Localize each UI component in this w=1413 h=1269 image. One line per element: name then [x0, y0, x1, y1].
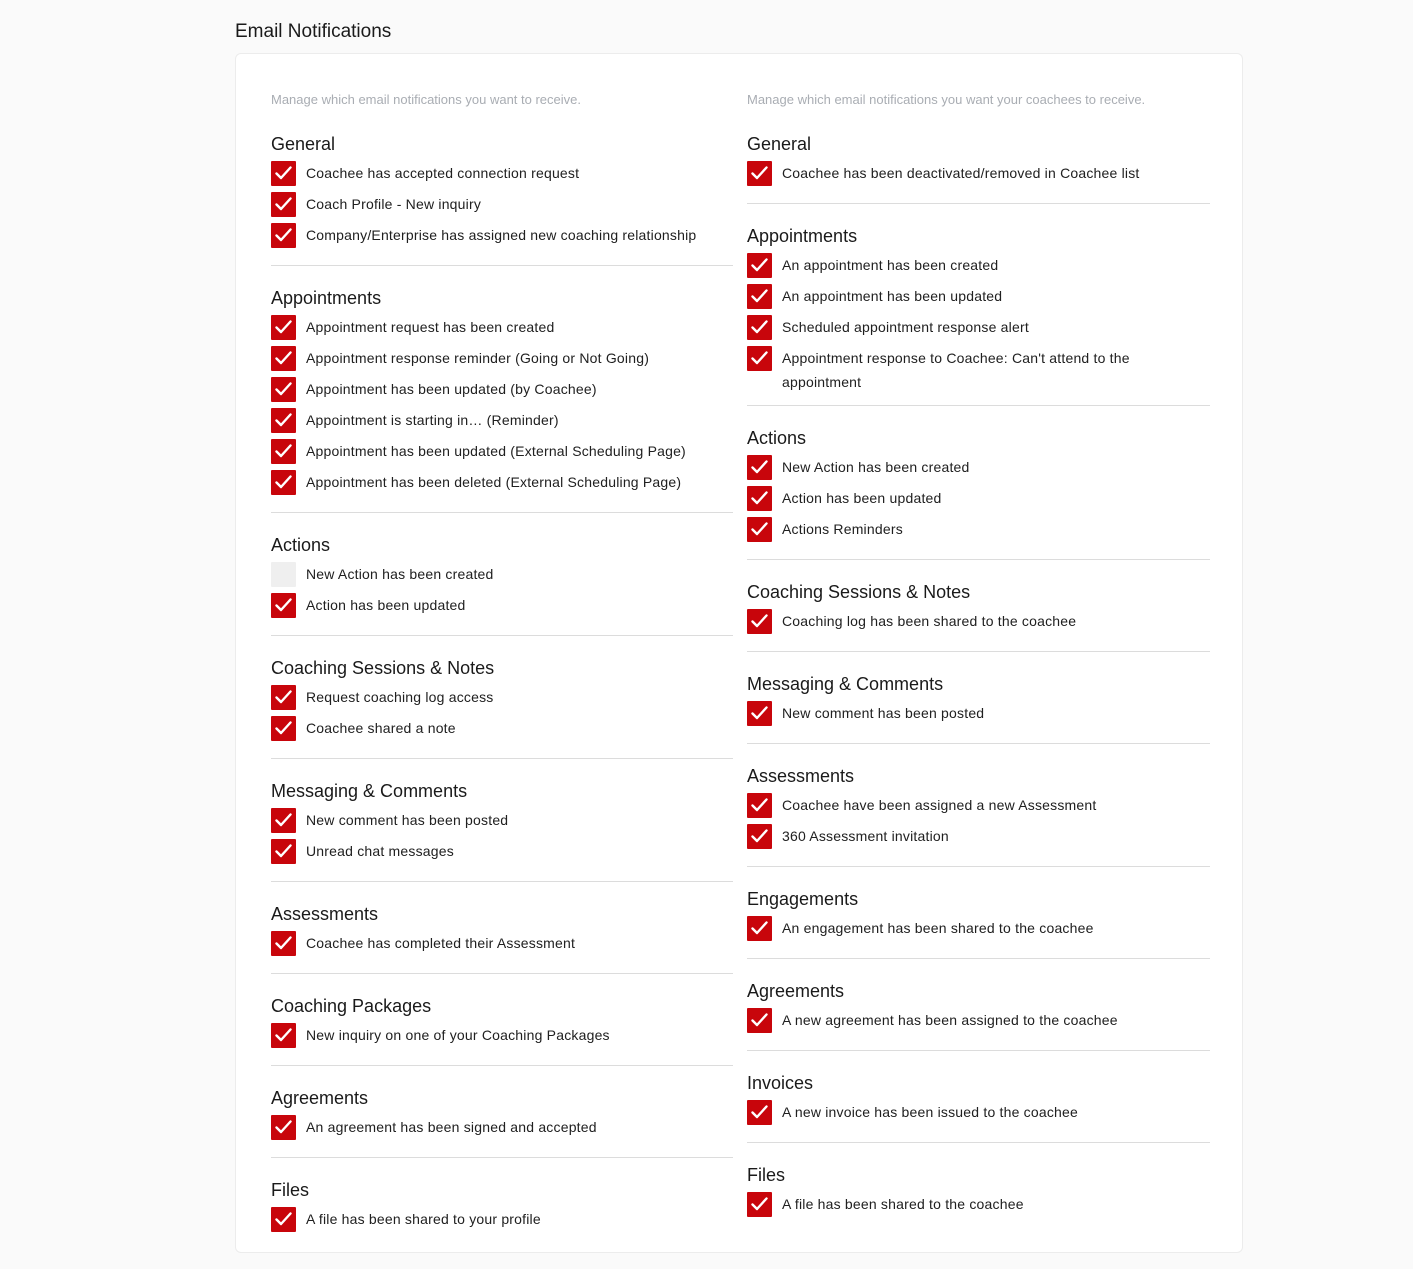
notification-option[interactable] [271, 223, 733, 254]
page-title: Email Notifications [235, 21, 392, 42]
checkbox-checked[interactable] [271, 931, 296, 956]
notification-option[interactable] [271, 315, 733, 346]
notification-label: New comment has been posted [782, 705, 985, 721]
notification-option[interactable] [747, 916, 1210, 947]
section-title: General [271, 134, 336, 154]
checkbox-checked[interactable] [747, 253, 772, 278]
notification-label: Appointment has been updated (External Scheduling Page) [306, 443, 686, 459]
checkmark-icon [275, 228, 292, 242]
notification-option[interactable] [747, 824, 1210, 855]
checkmark-icon [275, 351, 292, 365]
notification-option[interactable] [271, 408, 733, 439]
notification-option[interactable] [747, 609, 1210, 640]
notification-label: Appointment request has been created [306, 319, 555, 335]
notification-label: New comment has been posted [306, 812, 509, 828]
section-title: Agreements [271, 1088, 369, 1108]
checkmark-icon [751, 491, 768, 505]
coachee-notification-sections [747, 132, 1210, 1254]
checkbox-unchecked[interactable] [271, 562, 296, 587]
notification-label: Scheduled appointment response alert [782, 319, 1029, 335]
notification-label: Coach Profile - New inquiry [306, 196, 482, 212]
checkbox-checked[interactable] [747, 916, 772, 941]
notification-label: Action has been updated [782, 490, 942, 506]
section-appointments [271, 286, 733, 513]
section-title: Files [271, 1180, 310, 1200]
notification-label: New inquiry on one of your Coaching Packages [306, 1027, 610, 1043]
notification-label: Coachee has accepted connection request [306, 165, 580, 181]
checkbox-checked[interactable] [747, 284, 772, 309]
section-title: Actions [747, 428, 807, 448]
section-messaging-and-comments [271, 779, 733, 882]
checkbox-checked[interactable] [271, 685, 296, 710]
checkmark-icon [751, 351, 768, 365]
notification-option[interactable] [747, 1008, 1210, 1039]
checkbox-checked[interactable] [747, 517, 772, 542]
section-invoices [747, 1071, 1210, 1143]
notification-label: A new invoice has been issued to the coachee [782, 1104, 1078, 1120]
checkbox-checked[interactable] [271, 839, 296, 864]
checkmark-icon [751, 706, 768, 720]
checkbox-checked[interactable] [747, 455, 772, 480]
notification-label: An appointment has been updated [782, 288, 1003, 304]
section-general [271, 132, 733, 266]
checkmark-icon [275, 197, 292, 211]
notification-label: New Action has been created [306, 566, 494, 582]
notification-option[interactable] [747, 701, 1210, 732]
notification-option[interactable] [747, 517, 1210, 548]
section-title: Assessments [747, 766, 855, 786]
section-title: Agreements [747, 981, 845, 1001]
notification-option[interactable] [747, 161, 1210, 192]
notification-option[interactable] [271, 685, 733, 716]
notification-label: 360 Assessment invitation [782, 828, 949, 844]
notification-option[interactable] [747, 1100, 1210, 1131]
section-title: Files [747, 1165, 786, 1185]
checkmark-icon [751, 614, 768, 628]
notification-label: Coachee has been deactivated/removed in Coachee list [782, 165, 1140, 181]
checkbox-checked[interactable] [747, 346, 772, 371]
notification-option[interactable] [747, 793, 1210, 824]
notification-label: Coachee shared a note [306, 720, 456, 736]
checkmark-icon [275, 690, 292, 704]
notification-option[interactable] [271, 1207, 733, 1238]
notification-option[interactable] [271, 192, 733, 223]
section-messaging-and-comments [747, 672, 1210, 744]
section-files [747, 1163, 1210, 1234]
notification-option[interactable] [747, 1192, 1210, 1223]
checkbox-checked[interactable] [747, 161, 772, 186]
checkbox-checked[interactable] [271, 315, 296, 340]
checkbox-checked[interactable] [271, 470, 296, 495]
section-general [747, 132, 1210, 204]
notification-label: Appointment has been updated (by Coachee) [306, 381, 597, 397]
checkmark-icon [275, 1212, 292, 1226]
section-coaching-sessions-and-notes [747, 580, 1210, 652]
notification-label: An engagement has been shared to the coachee [782, 920, 1094, 936]
checkmark-icon [751, 258, 768, 272]
checkmark-icon [751, 1105, 768, 1119]
section-actions [747, 426, 1210, 560]
section-assessments [271, 902, 733, 974]
notification-label: Request coaching log access [306, 689, 494, 705]
checkbox-checked[interactable] [271, 1023, 296, 1048]
checkbox-checked[interactable] [271, 377, 296, 402]
checkbox-checked[interactable] [747, 701, 772, 726]
checkmark-icon [275, 844, 292, 858]
coach-notifications-description: Manage which email notifications you want to receive. [271, 92, 581, 107]
section-title: Messaging & Comments [747, 674, 944, 694]
checkmark-icon [751, 798, 768, 812]
section-coaching-packages [271, 994, 733, 1066]
checkmark-icon [751, 522, 768, 536]
coach-notification-sections [271, 132, 733, 1269]
checkmark-icon [275, 813, 292, 827]
notification-option[interactable] [747, 455, 1210, 486]
checkbox-checked[interactable] [271, 192, 296, 217]
notification-option[interactable] [271, 377, 733, 408]
notification-option[interactable] [271, 439, 733, 470]
notification-option[interactable] [271, 931, 733, 962]
checkmark-icon [275, 598, 292, 612]
checkmark-icon [751, 1013, 768, 1027]
section-title: Appointments [747, 226, 858, 246]
notification-option[interactable] [747, 346, 1210, 394]
checkbox-checked[interactable] [747, 609, 772, 634]
section-engagements [747, 887, 1210, 959]
section-title: Coaching Sessions & Notes [747, 582, 971, 602]
notification-label: A new agreement has been assigned to the coachee [782, 1012, 1118, 1028]
checkmark-icon [275, 721, 292, 735]
section-title: Appointments [271, 288, 382, 308]
notification-option[interactable] [271, 1115, 733, 1146]
notification-option[interactable] [271, 1023, 733, 1054]
checkmark-icon [275, 1120, 292, 1134]
section-title: Actions [271, 535, 331, 555]
notifications-card [235, 53, 1243, 1253]
checkbox-checked[interactable] [747, 1100, 772, 1125]
notification-option[interactable] [271, 716, 733, 747]
notification-option[interactable] [747, 253, 1210, 284]
notification-label: Appointment has been deleted (External Scheduling Page) [306, 474, 682, 490]
section-title: Assessments [271, 904, 379, 924]
checkbox-checked[interactable] [747, 315, 772, 340]
section-files [271, 1178, 733, 1249]
section-actions [271, 533, 733, 636]
checkmark-icon [751, 1197, 768, 1211]
section-title: Invoices [747, 1073, 814, 1093]
checkbox-checked[interactable] [271, 808, 296, 833]
section-assessments [747, 764, 1210, 867]
section-title: Coaching Packages [271, 996, 432, 1016]
notification-label: Action has been updated [306, 597, 466, 613]
checkmark-icon [275, 1028, 292, 1042]
coachee-notifications-description: Manage which email notifications you want your coachees to receive. [747, 92, 1146, 107]
checkbox-checked[interactable] [747, 486, 772, 511]
checkmark-icon [751, 289, 768, 303]
notification-option[interactable] [747, 486, 1210, 517]
notification-label: An agreement has been signed and accepted [306, 1119, 597, 1135]
checkbox-checked[interactable] [271, 346, 296, 371]
notification-option[interactable] [747, 284, 1210, 315]
notification-option[interactable] [747, 315, 1210, 346]
checkbox-checked[interactable] [747, 793, 772, 818]
checkmark-icon [751, 829, 768, 843]
checkmark-icon [275, 166, 292, 180]
notification-option[interactable] [271, 161, 733, 192]
checkbox-checked[interactable] [271, 1207, 296, 1232]
section-agreements [271, 1086, 733, 1158]
checkmark-icon [275, 413, 292, 427]
checkbox-checked[interactable] [747, 1008, 772, 1033]
checkmark-icon [751, 320, 768, 334]
checkbox-checked[interactable] [271, 223, 296, 248]
section-title: Messaging & Comments [271, 781, 468, 801]
notification-option[interactable] [271, 470, 733, 501]
checkbox-checked[interactable] [747, 824, 772, 849]
section-agreements [747, 979, 1210, 1051]
notification-label: Actions Reminders [782, 521, 903, 537]
checkmark-icon [275, 475, 292, 489]
notification-option[interactable] [271, 808, 733, 839]
notification-option[interactable] [271, 562, 733, 593]
section-title: Engagements [747, 889, 859, 909]
notification-label: Unread chat messages [306, 843, 454, 859]
notification-label: A file has been shared to your profile [306, 1211, 541, 1227]
checkmark-icon [275, 936, 292, 950]
notification-label: Appointment response reminder (Going or Not Going) [306, 350, 650, 366]
checkbox-checked[interactable] [271, 439, 296, 464]
checkbox-checked[interactable] [747, 1192, 772, 1217]
notification-label: Appointment is starting in… (Reminder) [306, 412, 559, 428]
checkbox-checked[interactable] [271, 1115, 296, 1140]
section-appointments [747, 224, 1210, 406]
notification-label: Company/Enterprise has assigned new coaching relationship [306, 227, 697, 243]
section-coaching-sessions-and-notes [271, 656, 733, 759]
section-title: General [747, 134, 812, 154]
notification-label: A file has been shared to the coachee [782, 1196, 1024, 1212]
notification-label: New Action has been created [782, 459, 970, 475]
notification-label: Coachee have been assigned a new Assessment [782, 797, 1097, 813]
checkbox-checked[interactable] [271, 161, 296, 186]
checkmark-icon [275, 382, 292, 396]
checkmark-icon [275, 444, 292, 458]
section-title: Coaching Sessions & Notes [271, 658, 495, 678]
checkbox-checked[interactable] [271, 593, 296, 618]
checkmark-icon [751, 921, 768, 935]
notification-label: Appointment response to Coachee: Can't attend to the appointment [782, 350, 1130, 390]
notification-label: An appointment has been created [782, 257, 999, 273]
checkbox-checked[interactable] [271, 716, 296, 741]
notification-option[interactable] [271, 593, 733, 624]
checkmark-icon [751, 460, 768, 474]
notification-option[interactable] [271, 346, 733, 377]
checkmark-icon [751, 166, 768, 180]
checkbox-checked[interactable] [271, 408, 296, 433]
notification-option[interactable] [271, 839, 733, 870]
checkmark-icon [275, 320, 292, 334]
notification-label: Coachee has completed their Assessment [306, 935, 576, 951]
notification-label: Coaching log has been shared to the coachee [782, 613, 1077, 629]
